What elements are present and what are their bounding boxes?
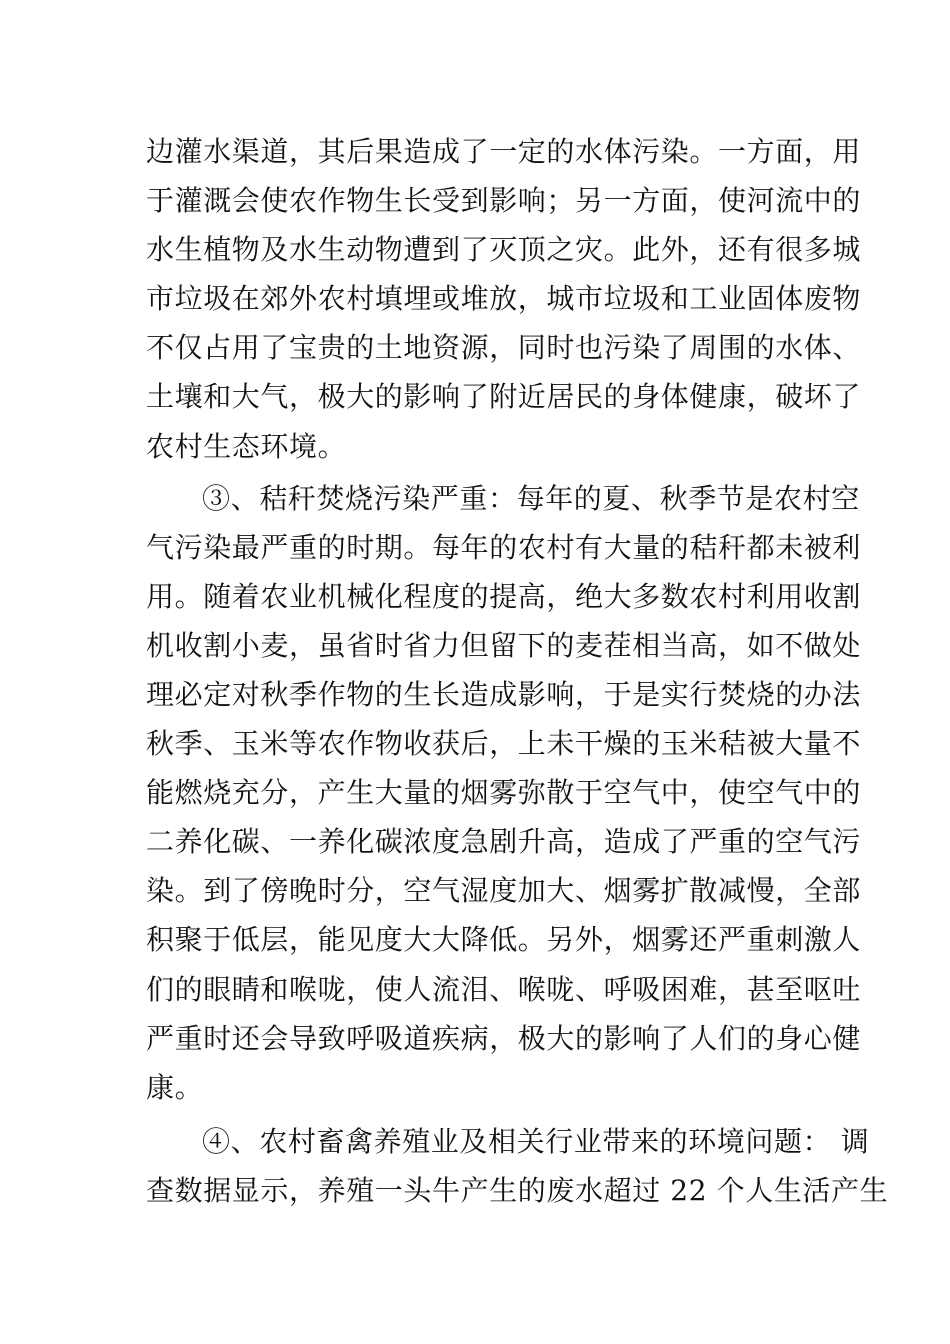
text-line: 秋季、玉米等农作物收获后，上未干燥的玉米秸被大量不 [146, 727, 862, 760]
text-line: 严重时还会导致呼吸道疾病，极大的影响了人们的身心健 [146, 1022, 862, 1055]
text-line: 土壤和大气，极大的影响了附近居民的身体健康，破坏了 [146, 380, 862, 413]
text-line: 能燃烧充分，产生大量的烟雾弥散于空气中，使空气中的 [146, 776, 862, 809]
paragraph-4-first-line: ④、农村畜禽养殖业及相关行业带来的环境问题： 调 [202, 1125, 870, 1158]
text-line: 边灌水渠道，其后果造成了一定的水体污染。一方面，用 [146, 135, 862, 168]
text-line: 查数据显示，养殖一头牛产生的废水超过 22 个人生活产生 [146, 1174, 889, 1207]
text-line: 不仅占用了宝贵的土地资源，同时也污染了周围的水体、 [146, 331, 862, 364]
text-line: 二养化碳、一养化碳浓度急剧升高，造成了严重的空气污 [146, 825, 862, 858]
text-line: 农村生态环境。 [146, 430, 347, 463]
text-line: 气污染最严重的时期。每年的农村有大量的秸秆都未被利 [146, 531, 862, 564]
text-line: 积聚于低层，能见度大大降低。另外，烟雾还严重刺激人 [146, 923, 862, 956]
text-line: 市垃圾在郊外农村填埋或堆放，城市垃圾和工业固体废物 [146, 282, 862, 315]
text-line: 们的眼睛和喉咙，使人流泪、喉咙、呼吸困难，甚至呕吐 [146, 973, 862, 1006]
text-line: 用。随着农业机械化程度的提高，绝大多数农村利用收割 [146, 580, 862, 613]
text-line: 康。 [146, 1071, 204, 1104]
text-line: 理必定对秋季作物的生长造成影响，于是实行焚烧的办法 [146, 678, 862, 711]
text-line: 染。到了傍晚时分，空气湿度加大、烟雾扩散减慢，全部 [146, 874, 862, 907]
paragraph-3-first-line: ③、秸秆焚烧污染严重：每年的夏、秋季节是农村空 [202, 482, 860, 515]
text-line: 水生植物及水生动物遭到了灭顶之灾。此外，还有很多城 [146, 233, 862, 266]
text-line: 机收割小麦，虽省时省力但留下的麦茬相当高，如不做处 [146, 629, 862, 662]
text-line: 于灌溉会使农作物生长受到影响；另一方面，使河流中的 [146, 184, 862, 217]
